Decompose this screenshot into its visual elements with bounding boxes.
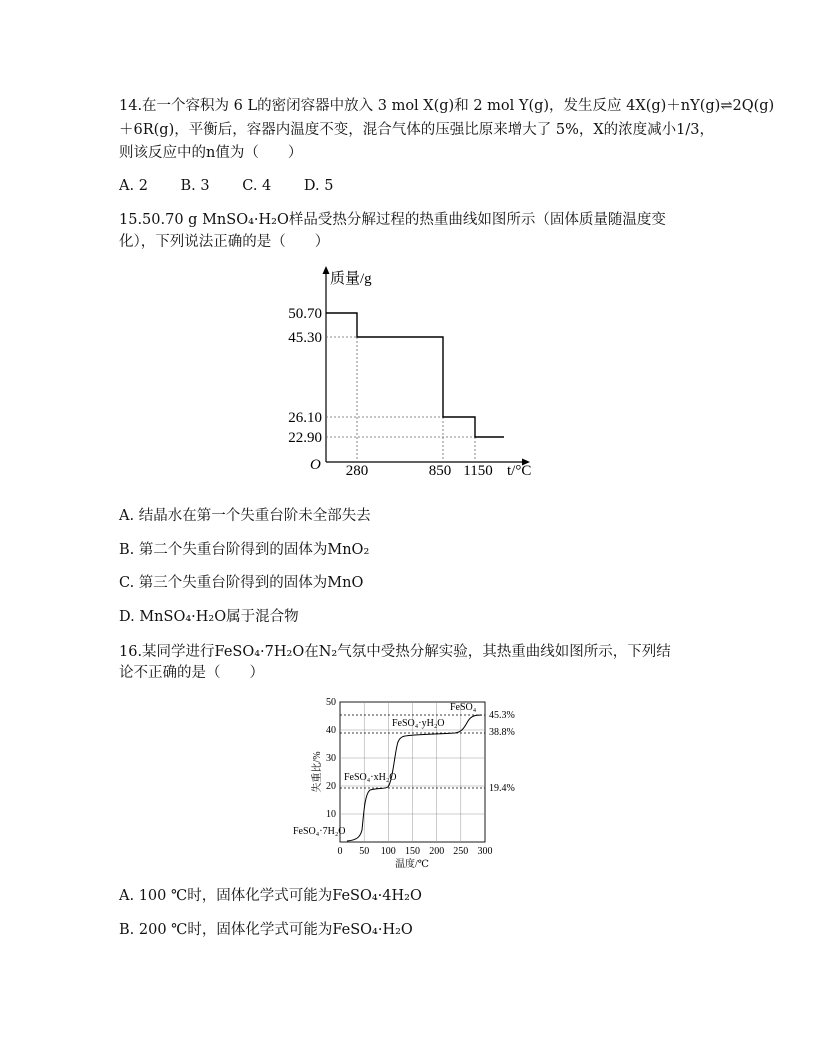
label-feso4-7: FeSO₄·7H₂O xyxy=(293,826,346,837)
q14-option-b: B. 3 xyxy=(180,178,210,194)
chart1-ytick-5070: 50.70 xyxy=(288,306,322,322)
chart2-xlabel: 温度/℃ xyxy=(395,859,429,870)
q14-line3: 则该反应中的n值为（ ） xyxy=(119,145,303,161)
q14-option-d: D. 5 xyxy=(303,178,334,194)
chart2-ytick-10: 10 xyxy=(326,809,336,820)
q14-options xyxy=(119,176,361,196)
chart2-xtick-50: 50 xyxy=(359,846,370,857)
chart1-ytick-4530: 45.30 xyxy=(288,330,322,346)
chart1-ytick-2290: 22.90 xyxy=(288,430,322,446)
chart2-xtick-300: 300 xyxy=(477,846,493,857)
label-p2: 38.8% xyxy=(489,727,515,738)
chart2-xtick-200: 200 xyxy=(429,846,445,857)
chart1-origin: O xyxy=(310,457,321,473)
q16-line2: 论不正确的是（ ） xyxy=(119,665,264,681)
q15-option-b: B. 第二个失重台阶得到的固体为MnO₂ xyxy=(119,542,370,558)
chart2-xtick-250: 250 xyxy=(453,846,469,857)
chart2-ytick-50: 50 xyxy=(326,697,336,708)
chart1-xtick-1150: 1150 xyxy=(463,463,493,479)
thermogravimetric-chart-feso4 xyxy=(290,690,560,870)
q15-option-d: D. MnSO₄·H₂O属于混合物 xyxy=(119,609,299,625)
q15-line1: 15.50.70 g MnSO₄·H₂O样品受热分解过程的热重曲线如图所示（固体质量随温度变 xyxy=(119,212,666,228)
chart1-xtick-850: 850 xyxy=(428,463,452,479)
label-feso4-y: FeSO₄·yH₂O xyxy=(392,718,445,729)
chart2-xtick-0: 0 xyxy=(337,846,343,857)
chart1-ytick-2610: 26.10 xyxy=(288,410,322,426)
chart2-ytick-20: 20 xyxy=(326,781,336,792)
chart2-xtick-150: 150 xyxy=(405,846,420,857)
q14-line2: ＋6R(g)，平衡后，容器内温度不变，混合气体的压强比原来增大了 5%，X的浓度减小1/3， xyxy=(119,122,715,138)
chart2-ylabel: 失重比/% xyxy=(312,751,323,793)
chart2-ytick-30: 30 xyxy=(326,753,336,764)
q14-line1: 14.在一个容积为 6 L的密闭容器中放入 3 mol X(g)和 2 mol Y(g)，发生反应 4X(g)＋nY(g)⇌2Q(g) xyxy=(119,98,775,114)
chart1-ylabel: 质量/g xyxy=(330,271,372,287)
label-feso4: FeSO₄ xyxy=(450,702,477,713)
q16-line1: 16.某同学进行FeSO₄·7H₂O在N₂气氛中受热分解实验，其热重曲线如图所示，下列结 xyxy=(119,644,671,660)
label-feso4-x: FeSO₄·xH₂O xyxy=(344,772,397,783)
chart2-ytick-40: 40 xyxy=(326,725,336,736)
q14-option-c: C. 4 xyxy=(242,178,272,194)
q16-option-a: A. 100 ℃时，固体化学式可能为FeSO₄·4H₂O xyxy=(119,888,422,904)
mass-curve xyxy=(326,313,504,437)
chart2-xtick-100: 100 xyxy=(380,846,396,857)
thermogravimetric-chart-mnso4 xyxy=(270,262,550,482)
chart1-xlabel: t/°C xyxy=(507,463,532,479)
y-axis-arrow xyxy=(323,266,330,274)
label-p1: 45.3% xyxy=(489,710,515,721)
q14-option-a: A. 2 xyxy=(119,178,148,194)
q15-option-c: C. 第三个失重台阶得到的固体为MnO xyxy=(119,575,364,591)
label-p3: 19.4% xyxy=(489,783,515,794)
chart1-xtick-280: 280 xyxy=(345,463,369,479)
q15-option-a: A. 结晶水在第一个失重台阶未全部失去 xyxy=(119,508,371,524)
q16-option-b: B. 200 ℃时，固体化学式可能为FeSO₄·H₂O xyxy=(119,922,413,938)
q15-line2: 化），下列说法正确的是（ ） xyxy=(119,234,330,250)
